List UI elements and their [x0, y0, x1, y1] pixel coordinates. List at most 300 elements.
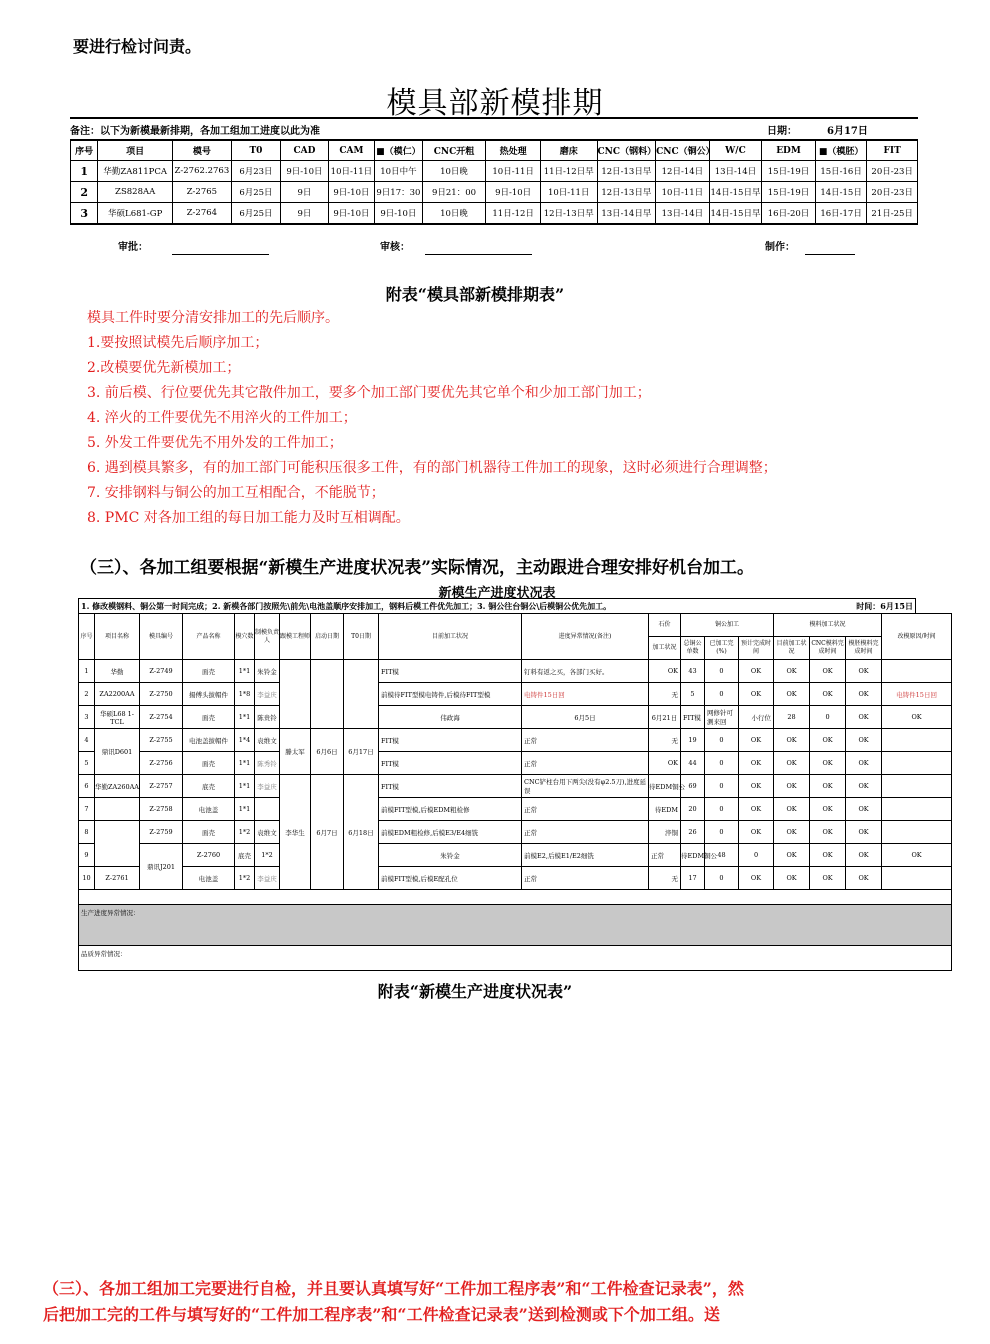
progress-cell-seq: 7	[79, 798, 95, 821]
progress-cell-s3: OK	[882, 844, 952, 867]
progress-cell-s2: OK	[810, 798, 846, 821]
progress-caption: 附表“新模生产进度状况表”	[377, 982, 573, 1001]
progress-row	[79, 706, 952, 729]
schedule-cell: 6月25日	[231, 182, 281, 203]
schedule-header-cell: CAD	[281, 141, 329, 161]
schedule-cell: 10日-11日	[656, 182, 710, 203]
progress-cell-c2: 0	[705, 775, 739, 798]
progress-cell-s1: OK	[882, 706, 952, 729]
progress-cell-owner: 李益庆	[255, 867, 280, 890]
schedule-cell: Z-2765	[173, 182, 232, 203]
progress-cell-stone: OK	[649, 660, 681, 683]
progress-cell-s2: OK	[810, 683, 846, 706]
progress-cell-seq: 8	[79, 821, 95, 844]
schedule-header-cell: CNC开粗	[422, 141, 486, 161]
progress-cell-product: 面壳	[183, 821, 235, 844]
progress-cell-project	[95, 821, 140, 867]
progress-cell-product: 电池盖	[183, 867, 235, 890]
progress-cell-project: 鼎讯J201	[140, 844, 183, 890]
progress-row	[79, 821, 952, 844]
progress-cell-reason	[882, 729, 952, 752]
bottom-paragraph	[43, 1276, 744, 1328]
schedule-cell: 14日-15日	[815, 182, 867, 203]
progress-cell-cavity: 1*1	[235, 706, 255, 729]
progress-cell-c2: 0	[705, 729, 739, 752]
progress-cell-s3: OK	[846, 775, 882, 798]
schedule-title: 模具部新模排期	[386, 86, 604, 121]
progress-cell-s3: OK	[846, 821, 882, 844]
schedule-cell: 12日-14日	[656, 161, 710, 182]
progress-cell-start	[311, 660, 344, 729]
progress-cell-issue: 网修针可测来回	[705, 706, 739, 729]
schedule-cell: 12日-13日早	[597, 161, 656, 182]
col-seq: 序号	[79, 614, 95, 660]
progress-cell-product: 底壳	[183, 775, 235, 798]
progress-cell-owner: 朱铃金	[379, 844, 522, 867]
progress-cell-seq: 5	[79, 752, 95, 775]
progress-cell-current: 前模EDM粗检修,后模E3/E4细铣	[379, 821, 522, 844]
progress-cell-seq: 3	[79, 706, 95, 729]
schedule-row	[71, 161, 918, 182]
progress-note-row	[78, 598, 916, 613]
col-issue: 进度异常情况(备注)	[522, 614, 649, 660]
schedule-cell: Z-2762.2763	[173, 161, 232, 182]
schedule-date-value: 6月17日	[827, 126, 868, 137]
progress-cell-stone: 小行位	[739, 706, 774, 729]
progress-cell-product: 面壳	[183, 660, 235, 683]
progress-cell-product: 面壳	[183, 752, 235, 775]
progress-cell-s3: OK	[846, 683, 882, 706]
progress-cell-s1: OK	[810, 844, 846, 867]
bottom-line-1: （三）、各加工组加工完要进行自检，并且要认真填写好“工件加工程序表”和“工件检查记录表”，然	[43, 1279, 744, 1298]
rule-intro: 模具工件时要分清安排加工的先后顺序。	[87, 310, 339, 326]
rules-list	[87, 306, 777, 531]
progress-cell-c2: 0	[739, 844, 774, 867]
progress-cell-c1: 69	[681, 775, 705, 798]
col-group-steel: 模料加工状况	[774, 614, 882, 637]
progress-cell-c2: 0	[705, 821, 739, 844]
col-group-stone: 石价	[649, 614, 681, 637]
col-steel-base: 模胚模料完成时间	[846, 637, 882, 660]
schedule-caption: 附表“模具部新模排期表”	[385, 285, 565, 304]
col-reason: 改模原因/时间	[882, 614, 952, 660]
schedule-cell: Z-2764	[173, 203, 232, 225]
col-mold: 模具编号	[140, 614, 183, 660]
progress-cell-engineer: 伟政海	[379, 706, 522, 729]
progress-cell-owner: 李益庆	[255, 683, 280, 706]
progress-cell-s2: OK	[810, 775, 846, 798]
schedule-header-cell: T0	[231, 141, 281, 161]
progress-cell-product: 电池盖拔帽件	[183, 729, 235, 752]
schedule-header-cell: 磨床	[540, 141, 597, 161]
progress-cell-issue: 正常	[522, 867, 649, 890]
progress-cell-mold: Z-2757	[140, 775, 183, 798]
progress-cell-start: 6月7日	[311, 775, 344, 890]
rule-item: 4. 淬火的工件要优先不用淬火的工件加工；	[87, 410, 357, 426]
schedule-cell: 14日-15日早	[709, 182, 762, 203]
schedule-header-cell: FIT	[867, 141, 918, 161]
schedule-header-cell: EDM	[762, 141, 816, 161]
quality-row: 品质异常情况：	[79, 946, 952, 971]
schedule-cell: 16日-17日	[815, 203, 867, 225]
progress-cell-c3: OK	[739, 775, 774, 798]
progress-cell-project: 华硕L68 1-TCL	[95, 706, 140, 729]
schedule-header-cell: CNC（铜公）	[656, 141, 710, 161]
progress-cell-seq: 2	[79, 683, 95, 706]
progress-cell-current: 前模E2,后模E1/E2细铣	[522, 844, 649, 867]
col-copper-total: 总铜公单数	[681, 637, 705, 660]
col-steel-status: 目前加工状况	[774, 637, 810, 660]
progress-cell-issue: 正常	[522, 752, 649, 775]
progress-cell-cavity: 1*2	[235, 821, 255, 844]
progress-cell-c1: 20	[681, 798, 705, 821]
progress-cell-c1: 5	[681, 683, 705, 706]
progress-cell-s2: OK	[810, 660, 846, 683]
schedule-cell: 16日-20日	[762, 203, 816, 225]
approve-signature-line	[172, 254, 269, 255]
progress-cell-current: 前模FIT型模,后模EDM粗检修	[379, 798, 522, 821]
schedule-cell: ZS828AA	[98, 182, 173, 203]
progress-cell-s3: OK	[846, 752, 882, 775]
col-copper-done: 已加工完(%)	[705, 637, 739, 660]
progress-cell-issue: 正常	[649, 844, 681, 867]
progress-cell-current: FIT模	[379, 752, 522, 775]
schedule-header-cell: 热处理	[486, 141, 541, 161]
schedule-cell: 15日-16日	[815, 161, 867, 182]
progress-cell-s1: OK	[774, 798, 810, 821]
progress-cell-stone: 淬铜	[649, 821, 681, 844]
progress-cell-c1: 26	[681, 821, 705, 844]
progress-cell-stone: 待EDM	[649, 798, 681, 821]
schedule-cell: 2	[71, 182, 98, 203]
progress-cell-product: 电池盖	[183, 798, 235, 821]
progress-cell-c1: 44	[681, 752, 705, 775]
progress-cell-c3: OK	[774, 844, 810, 867]
progress-cell-t0: 6月21日	[649, 706, 681, 729]
progress-cell-start: 6月5日	[522, 706, 649, 729]
progress-cell-c1: 28	[774, 706, 810, 729]
schedule-cell: 9日17：30	[375, 182, 423, 203]
progress-row	[79, 798, 952, 821]
progress-cell-mold: Z-2754	[140, 706, 183, 729]
progress-cell-s1: OK	[774, 729, 810, 752]
progress-cell-mold: Z-2756	[140, 752, 183, 775]
progress-grid	[78, 613, 952, 971]
progress-cell-cavity: 1*1	[235, 798, 255, 821]
col-copper-eta: 预计完成时间	[739, 637, 774, 660]
progress-cell-s2: OK	[810, 752, 846, 775]
schedule-header-cell: 项目	[98, 141, 173, 161]
progress-cell-s1: OK	[774, 821, 810, 844]
progress-cell-c2: 0	[705, 867, 739, 890]
progress-cell-engineer: 滕太军	[280, 729, 311, 775]
approve-label: 审批：	[118, 242, 148, 253]
schedule-cell: 6月23日	[231, 161, 281, 182]
progress-row	[79, 729, 952, 752]
col-steel-cnc: CNC模料完成时间	[810, 637, 846, 660]
progress-cell-c3: OK	[739, 821, 774, 844]
progress-cell-c3: OK	[739, 867, 774, 890]
progress-cell-project: ZA2200AA	[95, 683, 140, 706]
schedule-cell: 9日-10日	[328, 203, 374, 225]
section3-heading: （三）、各加工组要根据“新模生产进度状况表”实际情况，主动跟进合理安排好机台加工。	[80, 558, 755, 578]
schedule-cell: 15日-19日	[762, 182, 816, 203]
progress-cell-c1: 43	[681, 660, 705, 683]
col-stone-status: 加工状况	[649, 637, 681, 660]
progress-cell-s1: OK	[774, 775, 810, 798]
progress-cell-s1: OK	[774, 752, 810, 775]
progress-cell-c2: 0	[705, 752, 739, 775]
progress-cell-reason	[882, 660, 952, 683]
progress-cell-stone: 无	[649, 683, 681, 706]
col-project: 项目名称	[95, 614, 140, 660]
progress-row	[79, 683, 952, 706]
schedule-cell: 10日-11日	[540, 182, 597, 203]
progress-cell-c1: 48	[705, 844, 739, 867]
review-signature-line	[425, 254, 532, 255]
progress-cell-cavity: 1*1	[235, 775, 255, 798]
progress-title: 新模生产进度状况表	[438, 586, 556, 601]
schedule-header-cell: ■（模仁）	[375, 141, 423, 161]
schedule-cell: 9日	[281, 182, 329, 203]
schedule-cell: 9日-10日	[281, 161, 329, 182]
schedule-cell: 21日-25日	[867, 203, 918, 225]
schedule-header-cell: CAM	[328, 141, 374, 161]
progress-cell-seq: 6	[79, 775, 95, 798]
progress-cell-c3: OK	[739, 752, 774, 775]
rule-item: 8. PMC 对各加工组的每日加工能力及时互相调配。	[87, 510, 410, 526]
progress-cell-current: FIT模	[379, 729, 522, 752]
progress-cell-project: 华勤	[95, 660, 140, 683]
intro-text: 要进行检讨问责。	[73, 37, 202, 56]
progress-cell-issue: 正常	[522, 729, 649, 752]
schedule-cell: 9日21：00	[422, 182, 486, 203]
progress-cell-owner: 朱铃金	[255, 660, 280, 683]
abnormal-row: 生产进度异常情况：	[79, 905, 952, 946]
rule-item: 3. 前后模、行位要优先其它散件加工，要多个加工部门要优先其它单个和少加工部门加工；	[87, 385, 651, 401]
col-t0: T0日期	[344, 614, 379, 660]
progress-cell-owner	[255, 798, 280, 821]
progress-cell-reason	[882, 752, 952, 775]
progress-cell-product: 面壳	[183, 706, 235, 729]
progress-cell-product: 揚傅头拔帽件	[183, 683, 235, 706]
progress-cell-owner: 袁维文	[255, 821, 280, 844]
schedule-cell: 13日-14日早	[597, 203, 656, 225]
progress-cell-seq: 10	[79, 867, 95, 890]
progress-cell-current: 前模FIT型模,后模E配孔位	[379, 867, 522, 890]
schedule-cell: 9日-10日	[486, 182, 541, 203]
schedule-cell: 3	[71, 203, 98, 225]
progress-row	[79, 660, 952, 683]
progress-cell-c3: OK	[846, 706, 882, 729]
progress-cell-t0	[344, 660, 379, 729]
progress-cell-cavity: 1*2	[235, 867, 255, 890]
progress-cell-mold: Z-2749	[140, 660, 183, 683]
schedule-table	[70, 117, 918, 225]
rule-item: 6. 遇到模具繁多，有的加工部门可能积压很多工件，有的部门机器待工件加工的现象，这时必须进行合理调整；	[87, 460, 777, 476]
col-engineer: 跟模工程师	[280, 614, 311, 660]
schedule-cell: 13日-14日	[656, 203, 710, 225]
progress-cell-reason	[882, 798, 952, 821]
progress-cell-reason	[882, 867, 952, 890]
progress-cell-c3: OK	[739, 798, 774, 821]
progress-cell-owner: 李益庆	[255, 775, 280, 798]
progress-cell-issue: CNC铲柱台用下两尖(没有φ2.5刀),进度延误	[522, 775, 649, 798]
progress-cell-issue: 正常	[522, 798, 649, 821]
col-current: 目前加工状况	[379, 614, 522, 660]
progress-cell-c2: 0	[705, 683, 739, 706]
rule-item: 1.要按照试模先后顺序加工；	[87, 335, 269, 351]
schedule-cell: 11日-12日早	[540, 161, 597, 182]
rule-item: 5. 外发工件要优先不用外发的工件加工；	[87, 435, 343, 451]
progress-table	[78, 582, 937, 971]
review-label: 审核：	[380, 242, 410, 253]
col-group-copper: 铜公加工	[681, 614, 774, 637]
schedule-grid	[70, 140, 918, 225]
progress-cell-c3: OK	[739, 729, 774, 752]
progress-cell-engineer: 李华生	[280, 775, 311, 890]
schedule-cell: 15日-19日	[762, 161, 816, 182]
progress-cell-c3: OK	[739, 660, 774, 683]
progress-cell-owner: 袁维文	[255, 729, 280, 752]
schedule-cell: 10日晚	[422, 203, 486, 225]
progress-cell-cavity: 1*8	[235, 683, 255, 706]
progress-cell-cavity: 1*2	[255, 844, 280, 867]
progress-cell-seq: 9	[79, 844, 95, 867]
schedule-header-cell: 序号	[71, 141, 98, 161]
schedule-cell: 20日-23日	[867, 161, 918, 182]
schedule-note: 备注：以下为新模最新排期，各加工组加工进度以此为准	[70, 126, 320, 137]
progress-cell-t0: 6月18日	[344, 775, 379, 890]
progress-cell-stone: 无	[649, 867, 681, 890]
schedule-cell: 9日	[281, 203, 329, 225]
progress-row	[79, 844, 952, 867]
progress-cell-start: 6月6日	[311, 729, 344, 775]
progress-cell-current: 前模待FIT型模电铸件,后模待FIT型模	[379, 683, 522, 706]
progress-cell-project: 华勤ZA260AA	[95, 775, 140, 798]
progress-cell-t0: 6月17日	[344, 729, 379, 775]
progress-row	[79, 867, 952, 890]
schedule-cell: 10日-11日	[328, 161, 374, 182]
schedule-row	[71, 182, 918, 203]
progress-time: 时间：6月15日	[856, 601, 913, 611]
progress-cell-reason	[882, 821, 952, 844]
progress-cell-cavity: 1*4	[235, 729, 255, 752]
progress-cell-s3: OK	[846, 867, 882, 890]
progress-cell-project	[95, 798, 140, 821]
progress-cell-project: 鼎讯D601	[95, 729, 140, 775]
schedule-cell: 20日-23日	[867, 182, 918, 203]
make-label: 制作：	[765, 242, 795, 253]
progress-cell-s2: OK	[810, 821, 846, 844]
progress-cell-current: FIT模	[681, 706, 705, 729]
progress-cell-issue: 正常	[522, 821, 649, 844]
progress-cell-seq: 4	[79, 729, 95, 752]
progress-cell-c2: 0	[810, 706, 846, 729]
progress-cell-cavity: 1*1	[235, 752, 255, 775]
progress-cell-current: FIT模	[379, 660, 522, 683]
progress-cell-s3: OK	[846, 660, 882, 683]
progress-cell-owner: 陈秀铃	[255, 752, 280, 775]
schedule-header-cell: W/C	[709, 141, 762, 161]
schedule-cell: 10日-11日	[486, 161, 541, 182]
schedule-header-cell: ■（模胚）	[815, 141, 867, 161]
progress-cell-c2: 0	[705, 660, 739, 683]
progress-cell-s3: OK	[846, 729, 882, 752]
col-cavity: 模穴数	[235, 614, 255, 660]
bottom-line-2: 后把加工完的工件与填写好的“工件加工程序表”和“工件检查记录表”送到检测或下个加工组。送	[43, 1305, 720, 1324]
progress-cell-c3: OK	[739, 683, 774, 706]
progress-cell-current: FIT模	[379, 775, 522, 798]
col-owner: 制模负责人	[255, 614, 280, 660]
schedule-cell: 14日-15日早	[709, 203, 762, 225]
progress-cell-s1: OK	[774, 867, 810, 890]
progress-cell-mold: Z-2759	[140, 821, 183, 844]
blank-row	[79, 890, 952, 905]
progress-cell-mold: Z-2758	[140, 798, 183, 821]
progress-cell-c2: 0	[705, 798, 739, 821]
progress-cell-product: 底壳	[235, 844, 255, 867]
schedule-header-cell: 模号	[173, 141, 232, 161]
progress-note: 1. 修改模钢料、铜公第一时间完成；2. 新模各部门按照先\前先\电池盖顺序安排加工，钢料后模工件优先加工；3. 铜公往台铜公\后模铜公优先加工。	[81, 601, 612, 611]
schedule-date-label: 日期：	[767, 126, 797, 137]
progress-cell-reason	[882, 775, 952, 798]
rule-item: 7. 安排钢料与铜公的加工互相配合，不能脱节；	[87, 485, 385, 501]
progress-cell-s2: OK	[846, 844, 882, 867]
progress-cell-s2: OK	[810, 867, 846, 890]
schedule-cell: 华硕L681-GP	[98, 203, 173, 225]
progress-cell-mold: Z-2750	[140, 683, 183, 706]
schedule-cell: 华勤ZA811PCA	[98, 161, 173, 182]
schedule-cell: 10日中午	[375, 161, 423, 182]
progress-cell-s1: OK	[774, 683, 810, 706]
schedule-note-row	[70, 117, 918, 140]
schedule-cell: 12日-13日早	[597, 182, 656, 203]
rule-item: 2.改模要优先新模加工；	[87, 360, 241, 376]
schedule-header-cell: CNC（钢料）	[597, 141, 656, 161]
progress-row	[79, 775, 952, 798]
progress-row	[79, 752, 952, 775]
progress-cell-stone: 无	[649, 729, 681, 752]
progress-cell-cavity: 1*1	[235, 660, 255, 683]
schedule-cell: 10日晚	[422, 161, 486, 182]
progress-cell-s2: OK	[810, 729, 846, 752]
progress-cell-c1: 19	[681, 729, 705, 752]
make-signature-line	[805, 254, 855, 255]
progress-cell-s1: OK	[774, 660, 810, 683]
schedule-cell: 9日-10日	[375, 203, 423, 225]
progress-cell-issue: 钉料有返之买，各部门买好。	[522, 660, 649, 683]
progress-cell-mold: Z-2755	[140, 729, 183, 752]
progress-cell-stone: OK	[649, 752, 681, 775]
progress-cell-reason: 电铸件15日回	[882, 683, 952, 706]
progress-cell-mold: Z-2761	[95, 867, 140, 890]
progress-cell-s3: OK	[846, 798, 882, 821]
schedule-cell: 13日-14日	[709, 161, 762, 182]
schedule-cell: 12日-13日早	[540, 203, 597, 225]
progress-cell-seq: 1	[79, 660, 95, 683]
progress-cell-stone: 待EDM铜公	[681, 844, 705, 867]
progress-cell-mold: Z-2760	[183, 844, 235, 867]
schedule-row	[71, 203, 918, 225]
progress-cell-stone: 待EDM铜公	[649, 775, 681, 798]
schedule-cell: 1	[71, 161, 98, 182]
col-product: 产品名称	[183, 614, 235, 660]
progress-cell-issue: 电铸件15日回	[522, 683, 649, 706]
col-start: 启动日期	[311, 614, 344, 660]
schedule-cell: 9日-10日	[328, 182, 374, 203]
progress-cell-owner: 陈贵铃	[255, 706, 280, 729]
